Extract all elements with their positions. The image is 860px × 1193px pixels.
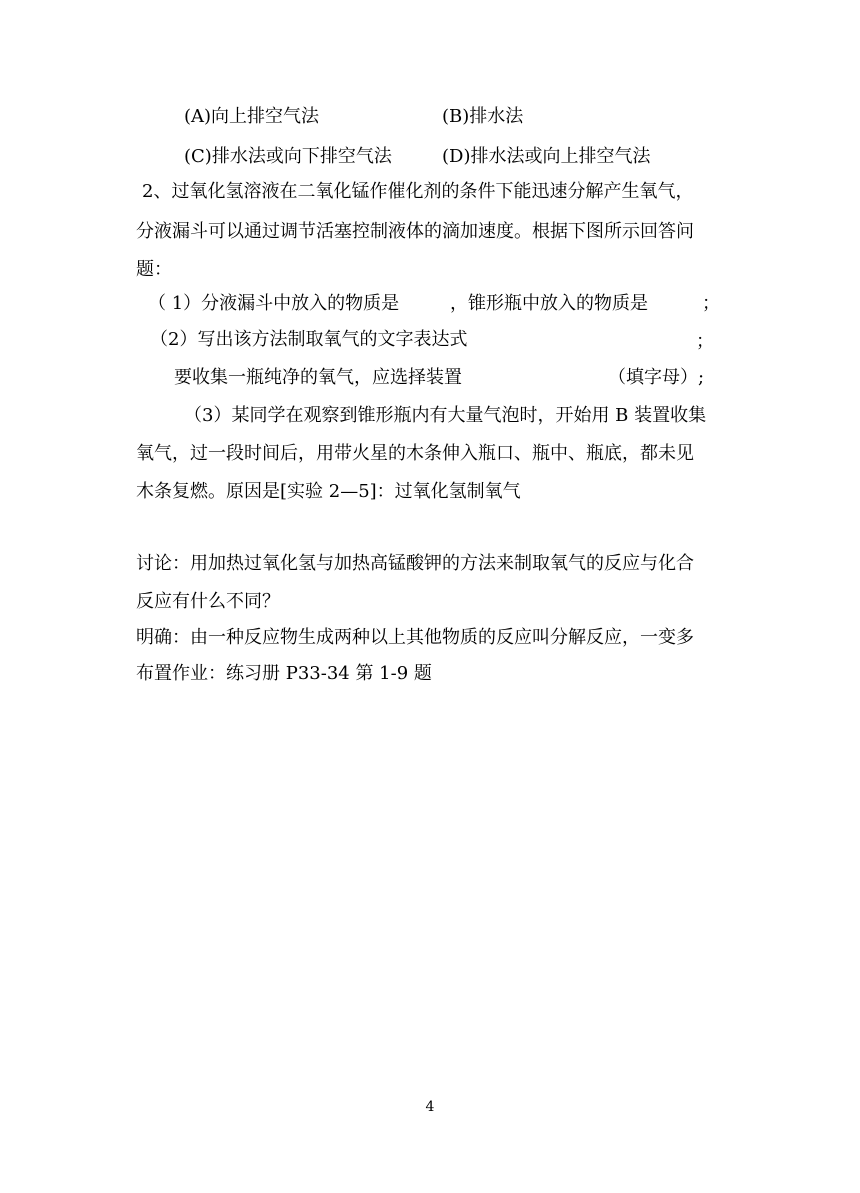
- question2-stem-line3: 题：: [136, 259, 172, 280]
- discussion-line2: 反应有什么不同？: [136, 591, 280, 612]
- part2-fill-letter-hint: （填字母）;: [608, 367, 705, 388]
- homework-line1: 布置作业：练习册 P33-34 第 1-9 题: [136, 663, 432, 684]
- part2-expression-prompt: （2）写出该方法制取氧气的文字表达式: [150, 329, 468, 350]
- question2-stem-line1: 2、过氧化氢溶液在二氧化锰作催化剂的条件下能迅速分解产生氧气，: [142, 181, 694, 202]
- option-c: (C)排水法或向下排空气法: [184, 146, 392, 167]
- part1-funnel-prompt: （ 1）分液漏斗中放入的物质是: [148, 293, 400, 314]
- page-number: 4: [425, 1099, 435, 1115]
- question2-stem-line2: 分液漏斗可以通过调节活塞控制液体的滴加速度。根据下图所示回答问: [136, 221, 694, 242]
- part3-line2: 氧气，过一段时间后，用带火星的木条伸入瓶口、瓶中、瓶底，都未见: [136, 443, 694, 464]
- part1-end-mark: ；: [702, 293, 720, 314]
- part3-line3: 木条复燃。原因是[实验 2—5]：过氧化氢制氧气: [136, 481, 521, 502]
- option-d: (D)排水法或向上排空气法: [442, 146, 651, 167]
- discussion-line1: 讨论：用加热过氧化氢与加热高锰酸钾的方法来制取氧气的反应与化合: [136, 553, 694, 574]
- option-a: (A)向上排空气法: [184, 106, 320, 127]
- clarification-line1: 明确：由一种反应物生成两种以上其他物质的反应叫分解反应，一变多: [136, 627, 694, 648]
- part2-collection-prompt: 要收集一瓶纯净的氧气，应选择装置: [174, 367, 462, 388]
- option-b: (B)排水法: [442, 106, 524, 127]
- part2-end-mark: ；: [696, 331, 714, 352]
- part1-flask-prompt: ，锥形瓶中放入的物质是: [450, 293, 648, 314]
- part3-line1: （3）某同学在观察到锥形瓶内有大量气泡时，开始用 B 装置收集: [184, 405, 707, 426]
